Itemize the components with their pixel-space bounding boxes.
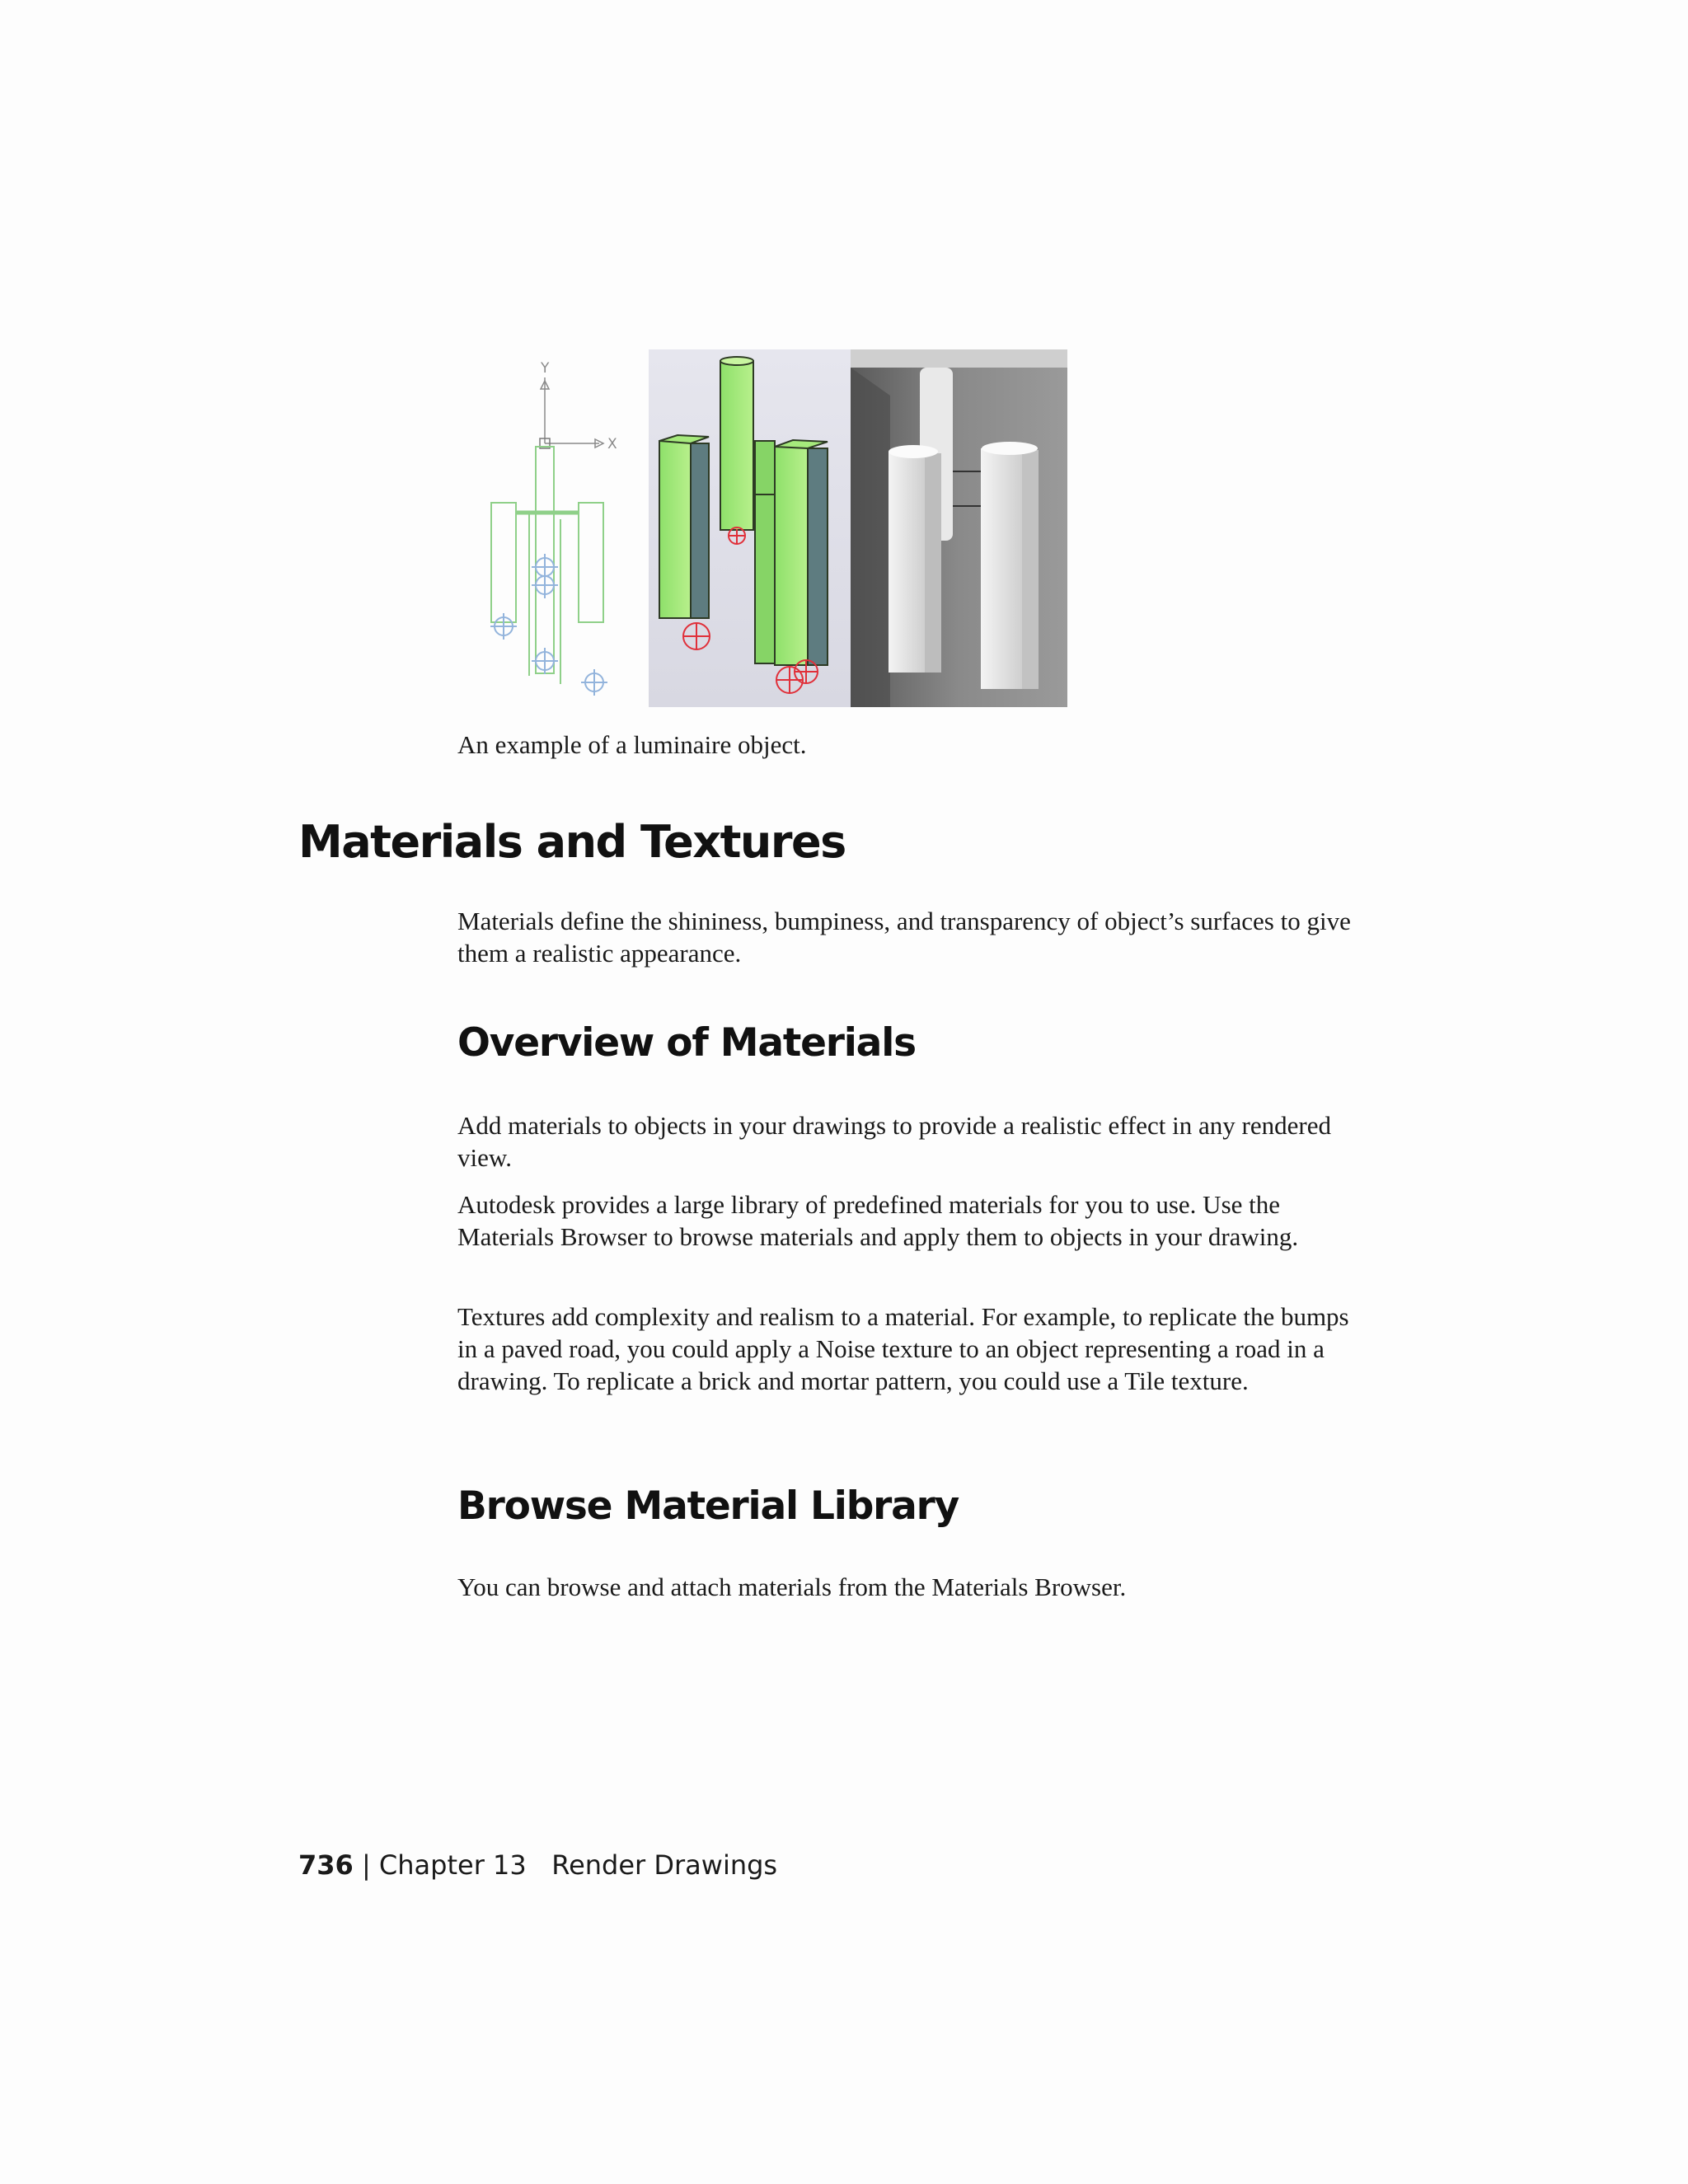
section-heading: Materials and Textures [298, 816, 846, 868]
figure-caption: An example of a luminaire object. [457, 730, 807, 759]
browse-paragraph: You can browse and attach materials from the Materials Browser. [457, 1572, 1127, 1601]
wireframe-panel [490, 360, 617, 696]
section-intro: Materials define the shininess, bumpiness, and transparency of object’s surfaces to give them a realistic appearance. [457, 907, 1351, 968]
overview-paragraph-2: Autodesk provides a large library of predefined materials for you to use. Use the Materials Browser to browse materials and apply them to objects in your drawing. [457, 1190, 1299, 1251]
overview-paragraph-3: Textures add complexity and realism to a material. For example, to replicate the bumps in a paved road, you could apply a Noise texture to an object representing a road in a drawing. To replicate a brick and mortar pattern, you could use a Tile texture. [457, 1302, 1349, 1395]
footer-chapter: Chapter 13 [378, 1849, 527, 1881]
shaded-panel [649, 349, 851, 707]
footer-chapter-title: Render Drawings [551, 1849, 778, 1881]
axis-x-label: X [607, 436, 617, 452]
page-footer [298, 1849, 777, 1881]
browse-heading: Browse Material Library [457, 1483, 959, 1529]
page-number: 736 [298, 1849, 354, 1881]
footer-separator: | [361, 1849, 371, 1881]
overview-heading: Overview of Materials [457, 1020, 916, 1066]
rendered-panel [851, 349, 1067, 707]
axis-y-label: Y [541, 360, 550, 377]
luminaire-figure [462, 346, 1067, 709]
overview-paragraph-1: Add materials to objects in your drawings to provide a realistic effect in any rendered view. [457, 1111, 1331, 1172]
